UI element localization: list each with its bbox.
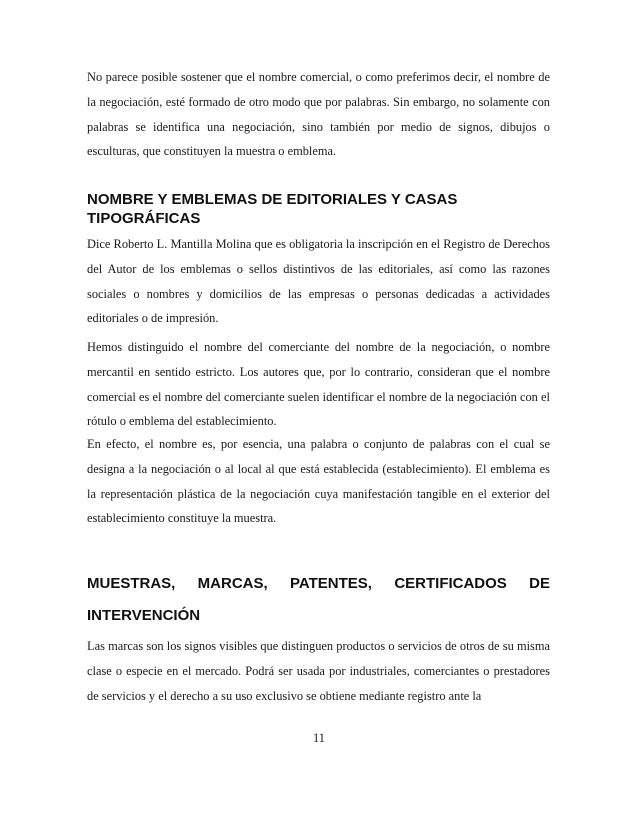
heading-editorial-emblems: NOMBRE Y EMBLEMAS DE EDITORIALES Y CASAS TIPOGRÁFICAS [87,191,458,227]
page-number: 11 [313,731,325,745]
paragraph-name-essence: En efecto, el nombre es, por esencia, una palabra o conjunto de palabras con el cual se designa a la negociación o al local al que está establecida (establecimiento). El emblema es la representación plástica de la negociación cuya manifestación tangible en el exterior del establecimiento constituye la muestra. [87,437,550,526]
paragraph-mantilla-molina: Dice Roberto L. Mantilla Molina que es obligatoria la inscripción en el Registro de Derechos del Autor de los emblemas o sellos distintivos de las editoriales, así como las razones sociales o nombres y domicilios de las empresas o personas dedicadas a actividades editoriales o de impresión. [87,237,550,326]
paragraph-commercial-name: No parece posible sostener que el nombre comercial, o como preferimos decir, el nombre de la negociación, esté formado de otro modo que por palabras. Sin embargo, no solamente con palabras se identifica una negociación, sino también por medio de signos, dibujos o esculturas, que constituyen la muestra o emblema. [87,70,550,159]
paragraph-brands: Las marcas son los signos visibles que distinguen productos o servicios de otros de su misma clase o especie en el mercado. Podrá ser usada por industriales, comerciantes o prestadores de servicios y el derecho a su uso exclusivo se obtiene mediante registro ante la [87,639,550,703]
heading-brands-patents: MUESTRAS, MARCAS, PATENTES, CERTIFICADOS DE INTERVENCIÓN [87,575,550,624]
paragraph-merchant-name: Hemos distinguido el nombre del comerciante del nombre de la negociación, o nombre mercantil en sentido estricto. Los autores que, por lo contrario, consideran que el nombre comercial es el nombre del comerciante suelen identificar el nombre de la negociación con el rótulo o emblema del establecimiento. [87,340,550,429]
